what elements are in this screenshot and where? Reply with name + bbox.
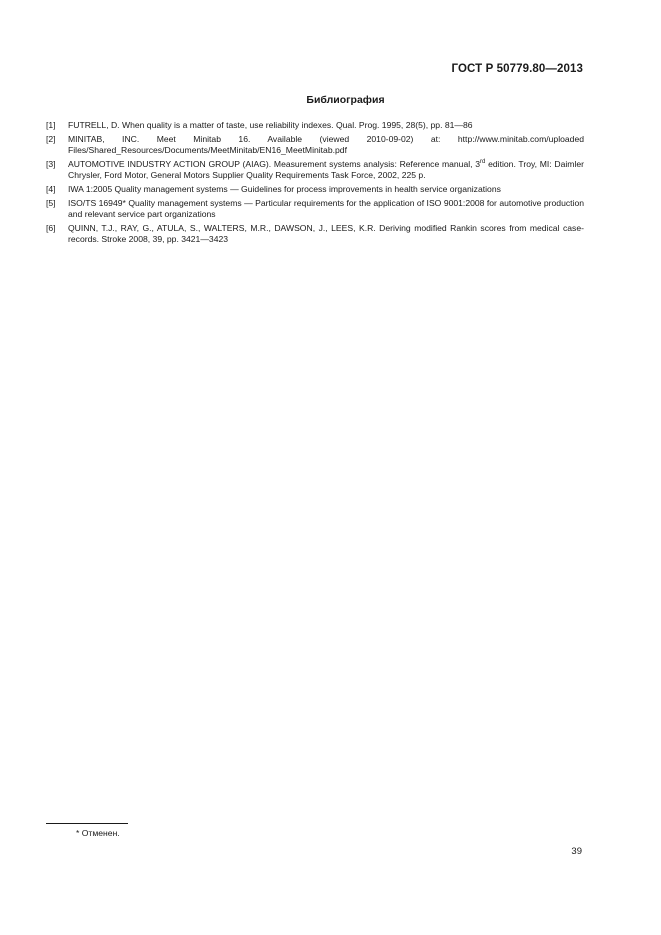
reference-item xyxy=(46,223,584,246)
reference-text-part: edition. Troy, MI: Daimler Chrysler, Ford Motor, General Motors Supplier Quality Requirements Task Force, 2002, 225 p. xyxy=(68,158,585,181)
reference-number: [6] xyxy=(46,222,56,233)
reference-list xyxy=(46,120,584,248)
footnote-divider xyxy=(46,823,128,824)
reference-text xyxy=(68,159,584,182)
reference-number: [5] xyxy=(46,197,56,208)
page-number: 39 xyxy=(571,846,582,857)
reference-item xyxy=(46,120,584,132)
reference-text: ISO/TS 16949* Quality management systems — Particular requirements for the application of ISO 9001:2008 for automotive production and relevant service part organizations xyxy=(68,197,584,220)
document-code-header: ГОСТ Р 50779.80—2013 xyxy=(451,63,583,75)
reference-text-part: AUTOMOTIVE INDUSTRY ACTION GROUP (AIAG). Measurement systems analysis: Reference manual, 3 xyxy=(68,158,481,169)
reference-text: FUTRELL, D. When quality is a matter of taste, use reliability indexes. Qual. Prog. 1995, 28(5), pp. 81—86 xyxy=(68,120,473,130)
reference-item xyxy=(46,198,584,221)
reference-text: QUINN, T.J., RAY, G., ATULA, S., WALTERS, M.R., DAWSON, J., LEES, K.R. Deriving modified Rankin scores from medical case-records. Stroke 2008, 39, pp. 3421—3423 xyxy=(68,222,584,245)
bibliography-title: Библиография xyxy=(306,94,385,106)
reference-item xyxy=(46,159,584,182)
reference-text: IWA 1:2005 Quality management systems — Guidelines for process improvements in health service organizations xyxy=(68,183,501,194)
reference-item xyxy=(46,134,584,157)
reference-number: [2] xyxy=(46,133,56,144)
reference-number: [3] xyxy=(46,158,56,169)
footnote: * Отменен. xyxy=(76,828,120,838)
reference-number: [1] xyxy=(46,120,56,130)
reference-text: MINITAB, INC. Meet Minitab 16. Available (viewed 2010-09-02) at: http://www.minitab.com/uploaded Files/Shared_Resources/Documents/MeetMinitab/EN16_MeetMinitab.pdf xyxy=(68,133,584,156)
ordinal-superscript: rd xyxy=(480,158,486,165)
reference-item xyxy=(46,184,584,196)
reference-number: [4] xyxy=(46,183,56,194)
